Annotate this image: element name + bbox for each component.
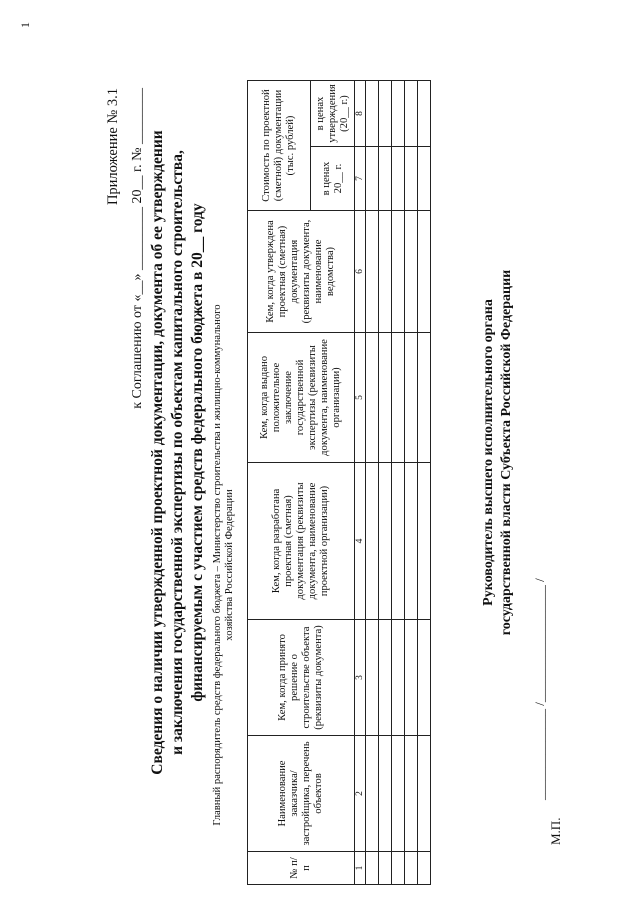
table-row (366, 81, 379, 885)
col-header-cost-group: Стоимость по проектной (сметной) документации (тыс. рублей) (248, 81, 311, 211)
agreement-reference: к Соглашению от «__» _________ 20__ г. № ________ (130, 88, 145, 409)
table-row (405, 81, 418, 885)
table-cell (418, 736, 431, 852)
col-header-expertise: Кем, когда выдано положительное заключение государственной экспертизы (реквизиты документа, наименование организации) (248, 333, 355, 463)
table-cell (379, 333, 392, 463)
col-header-number: № п/п (248, 852, 355, 885)
table-cell (418, 147, 431, 211)
table-row (379, 81, 392, 885)
table-cell (418, 852, 431, 885)
col-header-decision: Кем, когда принято решение о строительстве объекта (реквизиты документа) (248, 620, 355, 736)
table-cell (405, 81, 418, 147)
signature-title-line-1: Руководитель высшего исполнительного органа (481, 299, 496, 606)
col-header-approval: Кем, когда утверждена проектная (сметная) документация (реквизиты документа, наименование ведомства) (248, 211, 355, 333)
table-cell (379, 620, 392, 736)
table-cell (418, 81, 431, 147)
table-cell (405, 736, 418, 852)
page-number: 1 (18, 22, 32, 28)
table-cell (366, 463, 379, 620)
column-number: 2 (355, 736, 366, 852)
signature-blank-line: ______________ /__________________ / (532, 578, 547, 800)
table-cell (405, 852, 418, 885)
table-cell (392, 736, 405, 852)
stamp-place-label: М.П. (548, 817, 563, 845)
table-cell (418, 620, 431, 736)
title-line-3: финансируемым с участием средств федерального бюджета в 20__ году (189, 203, 206, 702)
col-header-cost-current: в ценах 20__ г. (311, 147, 355, 211)
table-cell (366, 852, 379, 885)
col-header-object: Наименование заказчика/ застройщика, перечень объектов (248, 736, 355, 852)
table-cell (405, 463, 418, 620)
table-cell (392, 852, 405, 885)
table-cell (379, 81, 392, 147)
table-cell (366, 736, 379, 852)
table-cell (366, 333, 379, 463)
table-cell (392, 147, 405, 211)
table-cell (405, 620, 418, 736)
table-row (418, 81, 431, 885)
table-cell (418, 333, 431, 463)
table-cell (379, 463, 392, 620)
column-number: 6 (355, 211, 366, 333)
header-row (248, 81, 311, 885)
title-line-2: и заключения государственной экспертизы по объектам капитального строительства, (169, 150, 186, 755)
table-cell (392, 463, 405, 620)
signature-title-line-2: государственной власти Субъекта Российской Федерации (499, 269, 514, 636)
title-line-1: Сведения о наличии утвержденной проектной документации, документа об ее утверждении (149, 130, 166, 775)
table-cell (366, 211, 379, 333)
col-header-cost-approval: в ценах утверждения (20__ г.) (311, 81, 355, 147)
table-cell (366, 81, 379, 147)
table-cell (405, 333, 418, 463)
budget-distributor: Главный распорядитель средств федерального бюджета – Министерство строительства и жилищно-коммунального хозяйства Российской Федерации (212, 304, 235, 826)
table-cell (392, 211, 405, 333)
table-cell (366, 620, 379, 736)
table-cell (379, 736, 392, 852)
table-cell (418, 211, 431, 333)
column-number: 7 (355, 147, 366, 211)
table-cell (392, 620, 405, 736)
objects-table (247, 80, 431, 885)
column-number: 1 (355, 852, 366, 885)
table-cell (418, 463, 431, 620)
col-header-developer: Кем, когда разработана проектная (сметная) документация (реквизиты документа, наименование проектной организации) (248, 463, 355, 620)
table-row (392, 81, 405, 885)
table-cell (379, 147, 392, 211)
table-cell (405, 211, 418, 333)
column-number: 5 (355, 333, 366, 463)
table-cell (366, 147, 379, 211)
table-cell (392, 333, 405, 463)
column-number-row (355, 81, 366, 885)
table-cell (379, 852, 392, 885)
table-cell (392, 81, 405, 147)
column-number: 4 (355, 463, 366, 620)
column-number: 8 (355, 81, 366, 147)
appendix-label: Приложение № 3.1 (105, 88, 121, 206)
table-cell (379, 211, 392, 333)
table-cell (405, 147, 418, 211)
column-number: 3 (355, 620, 366, 736)
